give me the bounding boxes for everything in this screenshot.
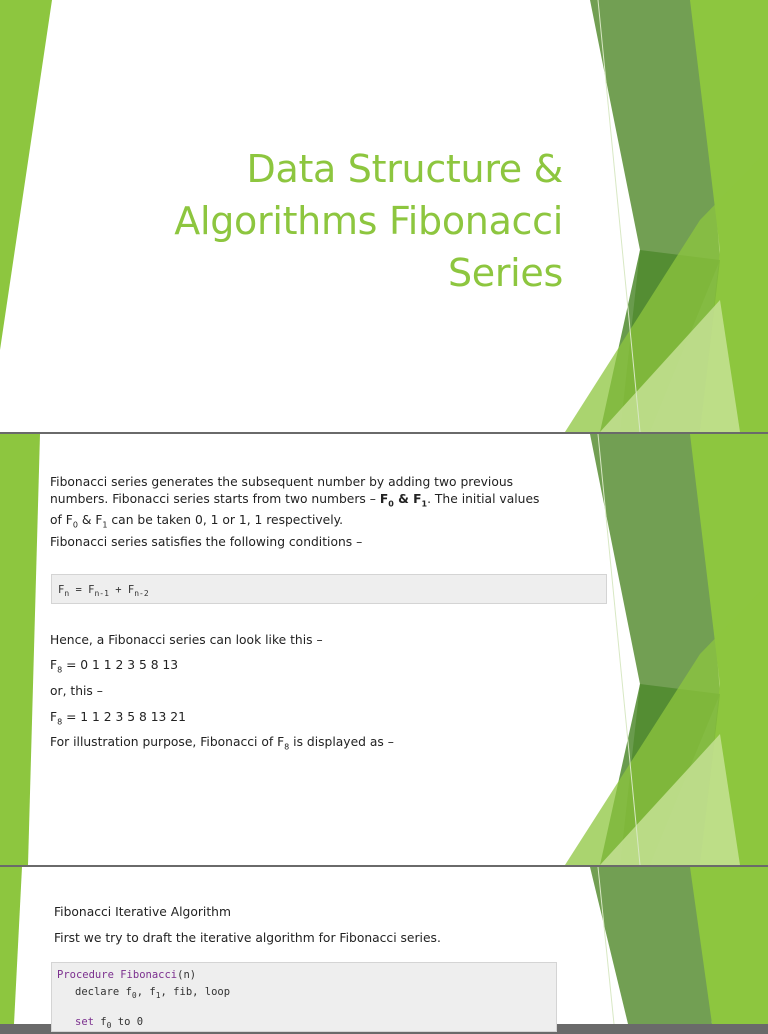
left-green-shard (0, 0, 52, 350)
paragraph-conditions: Fibonacci series satisfies the following conditions – (50, 535, 363, 549)
f0-f1-bold (379, 492, 428, 509)
sub-1: 1 (155, 991, 161, 1001)
intro-line-1: Fibonacci series generates the subsequent number by adding two previous (50, 475, 514, 489)
line-or: or, this – (50, 684, 103, 698)
sub-0: 0 (106, 1021, 112, 1031)
formula-sub-n2: n-2 (134, 589, 149, 599)
illustration-post: is displayed as – (289, 735, 394, 749)
slide-iterative-algorithm (0, 867, 768, 1031)
formula-eq: = F (69, 584, 95, 596)
code-block (51, 962, 557, 1032)
code-function-name: Fibonacci (113, 969, 178, 981)
illustration-pre: For illustration purpose, Fibonacci of F (50, 735, 285, 749)
slide-fibonacci-definition (0, 434, 768, 865)
formula-box (51, 574, 607, 604)
paragraph-intro (50, 474, 570, 534)
ampersand: & (393, 492, 414, 506)
code-declare: declare f (75, 986, 132, 998)
sub-1: 1 (421, 499, 428, 509)
sub-1: 1 (102, 520, 108, 530)
sub-0: 0 (388, 499, 394, 509)
code-set-var: f (93, 1016, 107, 1029)
title-line-3: Series (447, 251, 563, 295)
code-blank-line (57, 1004, 551, 1014)
slide-title-text (123, 143, 563, 299)
intro-line-2-end: . The initial values (427, 492, 540, 506)
left-green-shard (0, 867, 22, 1024)
algorithm-intro: First we try to draft the iterative algorithm for Fibonacci series. (54, 931, 441, 945)
intro-line-3-c: can be taken 0, 1 or 1, 1 respectively. (107, 513, 344, 528)
code-line-1 (57, 967, 551, 984)
line-hence: Hence, a Fibonacci series can look like this – (50, 633, 323, 647)
series-b-values: = 1 1 2 3 5 8 13 21 (62, 710, 186, 724)
intro-line-3-b: & F (77, 513, 103, 528)
sub-8: 8 (57, 665, 63, 675)
code-declare-rest: , fib, loop (160, 986, 231, 998)
line-illustration (50, 734, 394, 755)
formula-sub-n: n (64, 589, 70, 599)
algorithm-heading: Fibonacci Iterative Algorithm (54, 905, 231, 919)
slide-title (0, 0, 768, 432)
line-f8-series-a (50, 657, 178, 678)
code-line-4 (57, 1014, 551, 1034)
f-symbol: F (50, 658, 58, 672)
code-sep: , f (136, 986, 156, 998)
sub-8: 8 (284, 742, 290, 752)
f-symbol: F (50, 710, 58, 724)
sub-8: 8 (57, 717, 63, 727)
line-f8-series-b (50, 709, 186, 730)
title-line-1: Data Structure & (246, 147, 563, 191)
code-line-2 (57, 984, 551, 1004)
formula-sub-n1: n-1 (94, 589, 109, 599)
intro-line-3-a: of F (50, 513, 73, 528)
sub-0: 0 (131, 991, 137, 1001)
title-line-2: Algorithms Fibonacci (174, 199, 563, 243)
left-green-shard (0, 434, 40, 865)
code-keyword: Procedure (57, 969, 114, 981)
code-set-keyword: set (75, 1016, 94, 1029)
sub-0: 0 (72, 520, 78, 530)
code-set-value: to 0 (111, 1016, 144, 1029)
formula-f: F (58, 584, 65, 596)
intro-line-2: numbers. Fibonacci series starts from two numbers – (50, 492, 376, 506)
code-argument: (n) (177, 969, 197, 981)
formula-plus: + F (108, 584, 135, 596)
f-symbol: F (413, 492, 422, 506)
series-a-values: = 0 1 1 2 3 5 8 13 (62, 658, 179, 672)
f-symbol: F (379, 492, 389, 506)
